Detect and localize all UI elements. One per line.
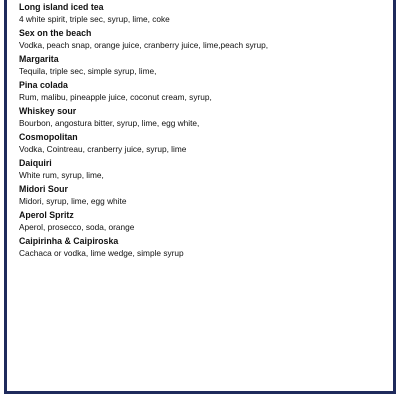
cocktail-ingredients: Aperol, prosecco, soda, orange: [19, 222, 135, 232]
cocktail-name: Whiskey sour: [19, 106, 77, 116]
cocktail-item-cosmopolitan: [19, 131, 389, 157]
cocktail-item-margarita: [19, 53, 389, 79]
cocktail-item-whiskey-sour: [19, 105, 389, 131]
cocktail-name: Cosmopolitan: [19, 132, 78, 142]
cocktail-ingredients: Tequila, triple sec, simple syrup, lime,: [19, 66, 157, 76]
cocktail-ingredients: Rum, malibu, pineapple juice, coconut cream, syrup,: [19, 92, 212, 102]
cocktail-item-caipirinha-caipiroska: [19, 235, 389, 261]
page-border-right: [393, 0, 396, 400]
cocktail-ingredients: Vodka, peach snap, orange juice, cranberry juice, lime,peach syrup,: [19, 40, 269, 50]
cocktail-name: Daiquiri: [19, 158, 52, 168]
cocktail-ingredients: Cachaca or vodka, lime wedge, simple syrup: [19, 248, 184, 258]
cocktail-item-midori-sour: [19, 183, 389, 209]
cocktail-name: Long island iced tea: [19, 2, 104, 12]
cocktail-ingredients: 4 white spirit, triple sec, syrup, lime, coke: [19, 14, 170, 24]
cocktail-item-sex-on-the-beach: [19, 27, 389, 53]
cocktail-name: Aperol Spritz: [19, 210, 74, 220]
cocktail-ingredients: Vodka, Cointreau, cranberry juice, syrup, lime: [19, 144, 187, 154]
page-border-left: [4, 0, 7, 400]
cocktail-item-daiquiri: [19, 157, 389, 183]
cocktail-ingredients: White rum, syrup, lime,: [19, 170, 104, 180]
cocktail-list: [19, 0, 389, 261]
cocktail-name: Pina colada: [19, 80, 68, 90]
cocktail-name: Sex on the beach: [19, 28, 92, 38]
cocktail-item-long-island-iced-tea: [19, 1, 389, 27]
cocktail-item-pina-colada: [19, 79, 389, 105]
cocktail-item-aperol-spritz: [19, 209, 389, 235]
cocktail-name: Caipirinha & Caipiroska: [19, 236, 119, 246]
page-bottom-margin: [4, 394, 396, 400]
cocktail-ingredients: Midori, syrup, lime, egg white: [19, 196, 127, 206]
cocktail-ingredients: Bourbon, angostura bitter, syrup, lime, egg white,: [19, 118, 200, 128]
cocktail-name: Midori Sour: [19, 184, 68, 194]
cocktail-name: Margarita: [19, 54, 59, 64]
